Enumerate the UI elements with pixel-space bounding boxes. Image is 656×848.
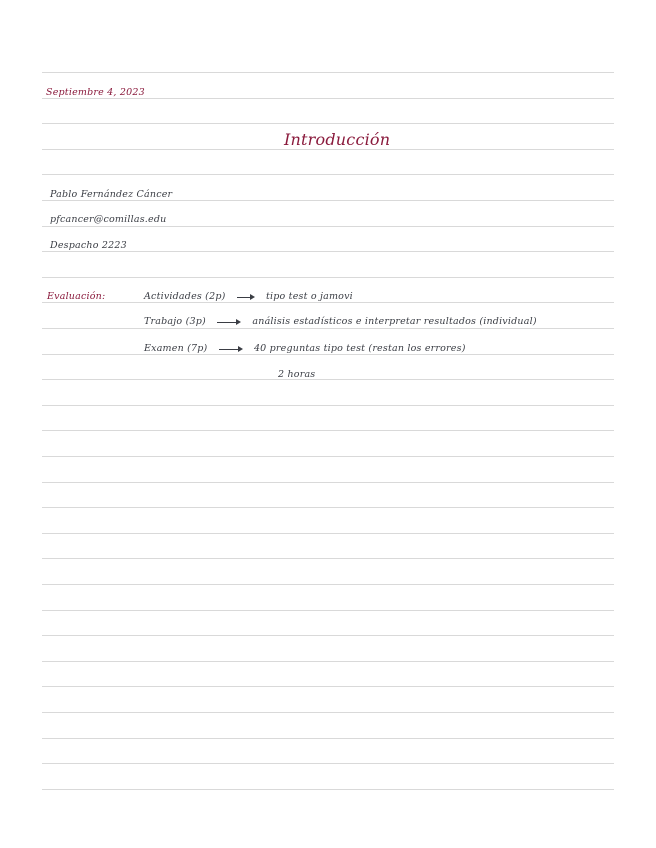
ruled-line	[42, 738, 614, 739]
ruled-line	[42, 149, 614, 150]
evaluation-item-exam	[144, 343, 466, 354]
ruled-line	[42, 482, 614, 483]
arrow-right-icon	[237, 293, 255, 301]
ruled-line	[42, 763, 614, 764]
ruled-line	[42, 226, 614, 227]
evaluation-item-right: tipo test o jamovi	[266, 291, 353, 302]
ruled-line	[42, 302, 614, 303]
evaluation-item-right: 40 preguntas tipo test (restan los errores)	[253, 343, 466, 354]
ruled-line	[42, 533, 614, 534]
ruled-line	[42, 251, 614, 252]
page-title: Introducción	[284, 130, 391, 149]
professor-email: pfcancer@comillas.edu	[50, 214, 167, 225]
ruled-line	[42, 661, 614, 662]
ruled-line	[42, 558, 614, 559]
arrow-right-icon	[219, 345, 243, 353]
exam-duration: 2 horas	[278, 369, 316, 380]
evaluation-item-work	[144, 316, 537, 327]
ruled-line	[42, 277, 614, 278]
ruled-line	[42, 72, 614, 73]
evaluation-item-activities	[144, 291, 353, 302]
ruled-line	[42, 123, 614, 124]
ruled-line	[42, 174, 614, 175]
evaluation-label: Evaluación:	[47, 291, 106, 302]
ruled-line	[42, 328, 614, 329]
professor-office: Despacho 2223	[50, 240, 127, 251]
ruled-line	[42, 610, 614, 611]
ruled-line	[42, 456, 614, 457]
ruled-line	[42, 635, 614, 636]
evaluation-item-left: Actividades (2p)	[144, 291, 226, 302]
ruled-line	[42, 686, 614, 687]
ruled-line	[42, 200, 614, 201]
ruled-line	[42, 354, 614, 355]
note-date: Septiembre 4, 2023	[46, 87, 145, 98]
ruled-line	[42, 712, 614, 713]
ruled-line	[42, 98, 614, 99]
ruled-line	[42, 584, 614, 585]
evaluation-item-right: análisis estadísticos e interpretar resultados (individual)	[252, 316, 537, 327]
ruled-line	[42, 430, 614, 431]
ruled-line	[42, 507, 614, 508]
professor-name: Pablo Fernández Cáncer	[50, 189, 173, 200]
evaluation-item-left: Examen (7p)	[144, 343, 208, 354]
ruled-line	[42, 379, 614, 380]
ruled-line	[42, 789, 614, 790]
arrow-right-icon	[217, 318, 241, 326]
evaluation-item-left: Trabajo (3p)	[144, 316, 206, 327]
ruled-line	[42, 405, 614, 406]
